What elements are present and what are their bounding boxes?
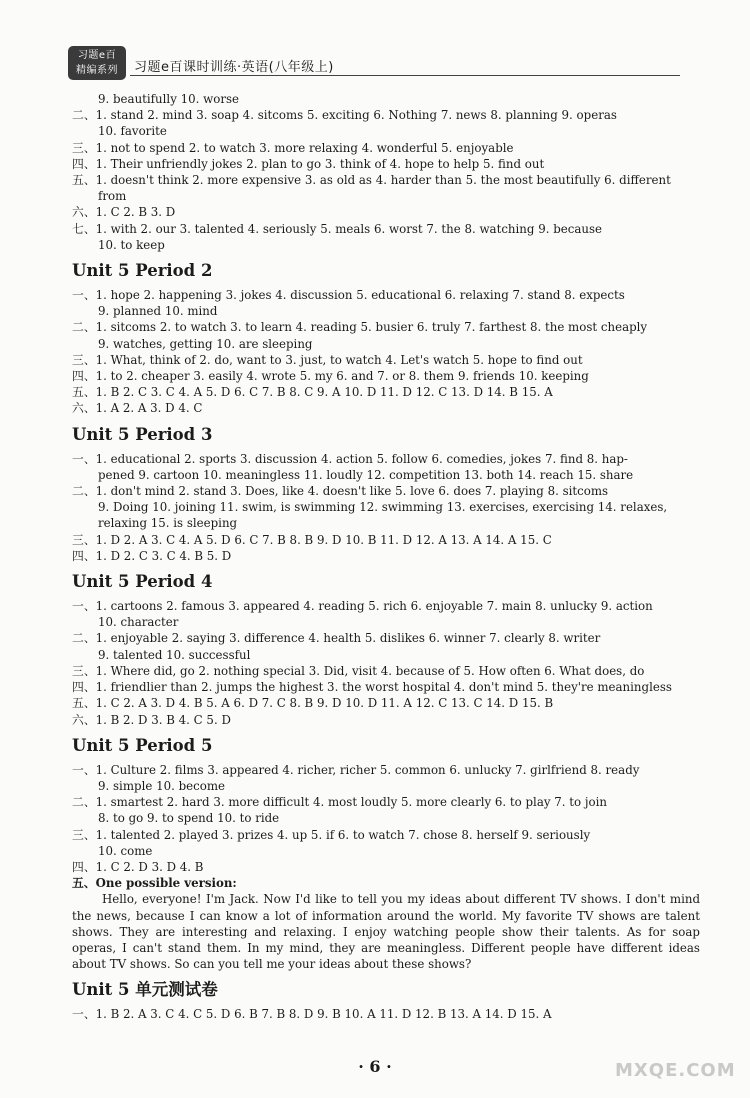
answer-line: 10. come (98, 843, 153, 858)
page-number: · 6 · (358, 1057, 392, 1076)
answer-line: 四、1. D 2. C 3. C 4. B 5. D (72, 548, 232, 563)
answer-line: 9. Doing 10. joining 11. swim, is swimming 12. swimming 13. exercises, exercising 14. relaxes, (98, 500, 668, 515)
answer-line: 六、1. B 2. D 3. B 4. C 5. D (72, 712, 231, 727)
page-header (0, 46, 750, 82)
answer-line: 四、1. friendlier than 2. jumps the highest 3. the worst hospital 4. don't mind 5. they're meaningless (72, 680, 672, 695)
answer-line: 10. character (98, 615, 179, 630)
answer-line: 三、1. D 2. A 3. C 4. A 5. D 6. C 7. B 8. B 9. D 10. B 11. D 12. A 13. A 14. A 15. C (72, 532, 552, 547)
answer-line: 六、1. A 2. A 3. D 4. C (72, 401, 203, 416)
answer-line: 9. talented 10. successful (98, 647, 251, 662)
answer-line: pened 9. cartoon 10. meaningless 11. loudly 12. competition 13. both 14. reach 15. share (98, 467, 634, 482)
answer-line: 9. planned 10. mind (98, 304, 218, 319)
answer-line: 一、1. cartoons 2. famous 3. appeared 4. reading 5. rich 6. enjoyable 7. main 8. unlucky 9. action (72, 599, 653, 614)
logo-text-bottom: 精编系列 (76, 65, 118, 76)
answer-line: 四、1. Their unfriendly jokes 2. plan to go 3. think of 4. hope to help 5. find out (72, 156, 545, 171)
answer-line: relaxing 15. is sleeping (98, 516, 238, 531)
answer-line: 五、One possible version: (72, 876, 237, 891)
section-heading: Unit 5 Period 5 (72, 735, 213, 755)
answer-line: 一、1. educational 2. sports 3. discussion 4. action 5. follow 6. comedies, jokes 7. find 8. hap- (72, 451, 628, 466)
answer-line: from (98, 189, 127, 204)
answer-line: 五、1. B 2. C 3. C 4. A 5. D 6. C 7. B 8. C 9. A 10. D 11. D 12. C 13. D 14. B 15. A (72, 385, 553, 400)
answer-line: 五、1. C 2. A 3. D 4. B 5. A 6. D 7. C 8. B 9. D 10. D 11. A 12. C 13. C 14. D 15. B (72, 696, 554, 711)
answer-line: 三、1. not to spend 2. to watch 3. more relaxing 4. wonderful 5. enjoyable (72, 140, 514, 155)
answer-line: 二、1. enjoyable 2. saying 3. difference 4. health 5. dislikes 6. winner 7. clearly 8. writer (72, 631, 601, 646)
answer-line: 二、1. smartest 2. hard 3. more difficult 4. most loudly 5. more clearly 6. to play 7. to join (72, 795, 608, 810)
answer-line: 二、1. stand 2. mind 3. soap 4. sitcoms 5. exciting 6. Nothing 7. news 8. planning 9. operas (72, 108, 617, 123)
answer-line: 七、1. with 2. our 3. talented 4. seriously 5. meals 6. worst 7. the 8. watching 9. because (72, 221, 603, 236)
answer-line: 一、1. B 2. A 3. C 4. C 5. D 6. B 7. B 8. D 9. B 10. A 11. D 12. B 13. A 14. D 15. A (72, 1007, 552, 1022)
answer-line: 9. watches, getting 10. are sleeping (98, 336, 313, 351)
watermark: MXQE.COM (615, 1060, 736, 1081)
answer-line: 一、1. hope 2. happening 3. jokes 4. discussion 5. educational 6. relaxing 7. stand 8. expects (72, 288, 625, 303)
section-heading: Unit 5 单元测试卷 (72, 980, 218, 1000)
answer-line: 三、1. What, think of 2. do, want to 3. just, to watch 4. Let's watch 5. hope to find out (72, 352, 583, 367)
answer-line: 二、1. don't mind 2. stand 3. Does, like 4. doesn't like 5. love 6. does 7. playing 8. sitcoms (72, 484, 609, 499)
series-logo (68, 46, 126, 80)
answer-line: 三、1. talented 2. played 3. prizes 4. up 5. if 6. to watch 7. chose 8. herself 9. seriously (72, 827, 591, 842)
header-divider (130, 75, 680, 76)
answer-line: 二、1. sitcoms 2. to watch 3. to learn 4. reading 5. busier 6. truly 7. farthest 8. the most cheaply (72, 320, 648, 335)
sample-essay: Hello, everyone! I'm Jack. Now I'd like to tell you my ideas about different TV shows. I don't mind the news, because I can know a lot of information around the world. My favorite TV shows are talent shows. They are interesting and relaxing. I enjoy watching people show their talents. As for soap operas, I can't stand them. In my mind, they are meaningless. Different people have different ideas about TV shows. So can you tell me your ideas about these shows? (72, 892, 700, 972)
answer-key-body (72, 91, 700, 1023)
answer-line: 四、1. to 2. cheaper 3. easily 4. wrote 5. my 6. and 7. or 8. them 9. friends 10. keeping (72, 369, 589, 384)
answer-line: 一、1. Culture 2. films 3. appeared 4. richer, richer 5. common 6. unlucky 7. girlfriend 8. ready (72, 762, 640, 777)
answer-line: 10. to keep (98, 237, 165, 252)
answer-line: 8. to go 9. to spend 10. to ride (98, 811, 280, 826)
series-title: 习题e百课时训练·英语(八年级上) (134, 60, 334, 75)
answer-line: 9. beautifully 10. worse (98, 92, 239, 106)
answer-line: 三、1. Where did, go 2. nothing special 3. Did, visit 4. because of 5. How often 6. What does, do (72, 663, 645, 678)
answer-line: 五、1. doesn't think 2. more expensive 3. as old as 4. harder than 5. the most beautifully 6. different (72, 173, 671, 188)
answer-line: 10. favorite (98, 124, 167, 139)
answer-line: 9. simple 10. become (98, 778, 225, 793)
section-heading: Unit 5 Period 4 (72, 572, 213, 592)
answer-line: 六、1. C 2. B 3. D (72, 205, 176, 220)
logo-text-top: 习题e百 (77, 50, 117, 61)
section-heading: Unit 5 Period 3 (72, 424, 213, 444)
section-heading: Unit 5 Period 2 (72, 261, 213, 281)
answer-line: 四、1. C 2. D 3. D 4. B (72, 859, 204, 874)
